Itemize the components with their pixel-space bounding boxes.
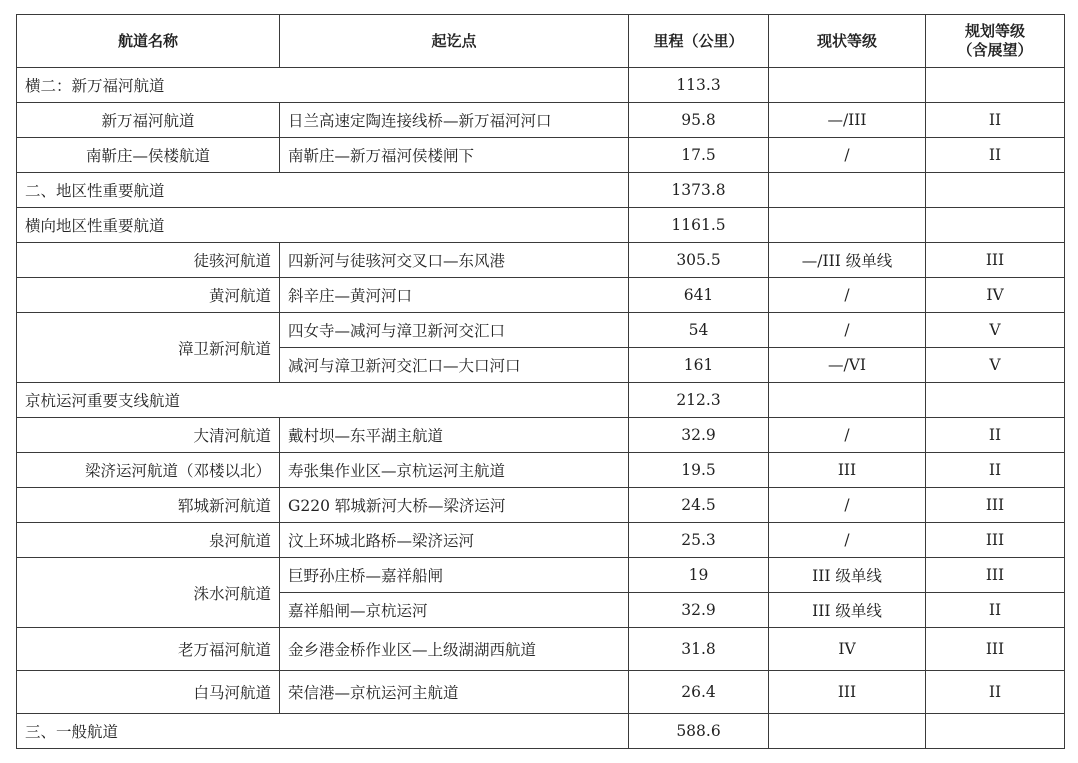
plan-cell: III [926, 558, 1065, 593]
length-cell: 32.9 [629, 593, 769, 628]
current-cell: —/III [769, 103, 926, 138]
plan-cell [926, 208, 1065, 243]
route-cell: 日兰高速定陶连接线桥—新万福河河口 [280, 103, 629, 138]
current-cell [769, 173, 926, 208]
header-route: 起讫点 [280, 15, 629, 68]
current-cell [769, 383, 926, 418]
header-name: 航道名称 [17, 15, 280, 68]
section-name: 三、一般航道 [17, 714, 629, 749]
plan-cell [926, 68, 1065, 103]
current-cell [769, 714, 926, 749]
table-row [17, 488, 1065, 523]
plan-cell: II [926, 103, 1065, 138]
table-row [17, 671, 1065, 714]
name-cell: 老万福河航道 [17, 628, 280, 671]
section-name: 京杭运河重要支线航道 [17, 383, 629, 418]
length-cell: 54 [629, 313, 769, 348]
route-cell: 减河与漳卫新河交汇口—大口河口 [280, 348, 629, 383]
plan-cell: II [926, 671, 1065, 714]
route-cell: 汶上环城北路桥—梁济运河 [280, 523, 629, 558]
plan-cell: III [926, 488, 1065, 523]
name-cell: 新万福河航道 [17, 103, 280, 138]
name-cell: 泉河航道 [17, 523, 280, 558]
table-row [17, 453, 1065, 488]
current-cell: III 级单线 [769, 593, 926, 628]
current-cell: —/III 级单线 [769, 243, 926, 278]
length-cell: 32.9 [629, 418, 769, 453]
plan-cell [926, 383, 1065, 418]
route-cell: 金乡港金桥作业区—上级湖湖西航道 [280, 628, 629, 671]
length-cell: 641 [629, 278, 769, 313]
plan-cell [926, 173, 1065, 208]
table-row [17, 628, 1065, 671]
plan-cell: IV [926, 278, 1065, 313]
current-cell: / [769, 418, 926, 453]
header-planned-grade [926, 15, 1065, 68]
length-cell: 161 [629, 348, 769, 383]
current-cell: / [769, 488, 926, 523]
name-cell: 黄河航道 [17, 278, 280, 313]
plan-cell [926, 714, 1065, 749]
table-row [17, 523, 1065, 558]
length-cell: 305.5 [629, 243, 769, 278]
header-plan-line2: （含展望） [957, 41, 1033, 59]
length-cell: 19.5 [629, 453, 769, 488]
header-length: 里程（公里） [629, 15, 769, 68]
length-cell: 26.4 [629, 671, 769, 714]
length-cell: 588.6 [629, 714, 769, 749]
name-cell: 南靳庄—侯楼航道 [17, 138, 280, 173]
table-row [17, 243, 1065, 278]
plan-cell: III [926, 523, 1065, 558]
route-cell: 南靳庄—新万福河侯楼闸下 [280, 138, 629, 173]
header-current-grade: 现状等级 [769, 15, 926, 68]
length-cell: 31.8 [629, 628, 769, 671]
length-cell: 1161.5 [629, 208, 769, 243]
table-row [17, 208, 1065, 243]
name-cell: 大清河航道 [17, 418, 280, 453]
table-row [17, 558, 1065, 593]
route-cell: 四新河与徒骇河交叉口—东风港 [280, 243, 629, 278]
table-row [17, 714, 1065, 749]
length-cell: 25.3 [629, 523, 769, 558]
route-cell: 寿张集作业区—京杭运河主航道 [280, 453, 629, 488]
current-cell: / [769, 523, 926, 558]
route-cell: 荣信港—京杭运河主航道 [280, 671, 629, 714]
section-name: 二、地区性重要航道 [17, 173, 629, 208]
header-plan-line1: 规划等级 [964, 22, 1025, 40]
current-cell [769, 68, 926, 103]
length-cell: 1373.8 [629, 173, 769, 208]
current-cell: IV [769, 628, 926, 671]
current-cell: III [769, 453, 926, 488]
current-cell: III 级单线 [769, 558, 926, 593]
plan-cell: V [926, 348, 1065, 383]
name-cell: 漳卫新河航道 [17, 313, 280, 383]
section-name: 横二：新万福河航道 [17, 68, 629, 103]
header-row [17, 15, 1065, 68]
current-cell: / [769, 278, 926, 313]
route-cell: G220 郓城新河大桥—梁济运河 [280, 488, 629, 523]
length-cell: 113.3 [629, 68, 769, 103]
current-cell: / [769, 313, 926, 348]
table-row [17, 383, 1065, 418]
table-row [17, 138, 1065, 173]
plan-cell: II [926, 593, 1065, 628]
table-row [17, 68, 1065, 103]
route-cell: 斜辛庄—黄河河口 [280, 278, 629, 313]
table-row [17, 313, 1065, 348]
name-cell: 白马河航道 [17, 671, 280, 714]
current-cell: —/VI [769, 348, 926, 383]
name-cell: 郓城新河航道 [17, 488, 280, 523]
plan-cell: III [926, 628, 1065, 671]
table-row [17, 103, 1065, 138]
current-cell [769, 208, 926, 243]
length-cell: 24.5 [629, 488, 769, 523]
name-cell: 梁济运河航道（邓楼以北） [17, 453, 280, 488]
current-cell: / [769, 138, 926, 173]
plan-cell: III [926, 243, 1065, 278]
table-row [17, 173, 1065, 208]
route-cell: 嘉祥船闸—京杭运河 [280, 593, 629, 628]
length-cell: 95.8 [629, 103, 769, 138]
plan-cell: II [926, 418, 1065, 453]
table-row [17, 418, 1065, 453]
section-name: 横向地区性重要航道 [17, 208, 629, 243]
plan-cell: II [926, 138, 1065, 173]
name-cell: 洙水河航道 [17, 558, 280, 628]
table-row [17, 278, 1065, 313]
route-cell: 四女寺—减河与漳卫新河交汇口 [280, 313, 629, 348]
name-cell: 徒骇河航道 [17, 243, 280, 278]
route-cell: 巨野孙庄桥—嘉祥船闸 [280, 558, 629, 593]
length-cell: 212.3 [629, 383, 769, 418]
length-cell: 17.5 [629, 138, 769, 173]
length-cell: 19 [629, 558, 769, 593]
plan-cell: V [926, 313, 1065, 348]
route-cell: 戴村坝—东平湖主航道 [280, 418, 629, 453]
current-cell: III [769, 671, 926, 714]
waterway-table [16, 14, 1065, 749]
plan-cell: II [926, 453, 1065, 488]
